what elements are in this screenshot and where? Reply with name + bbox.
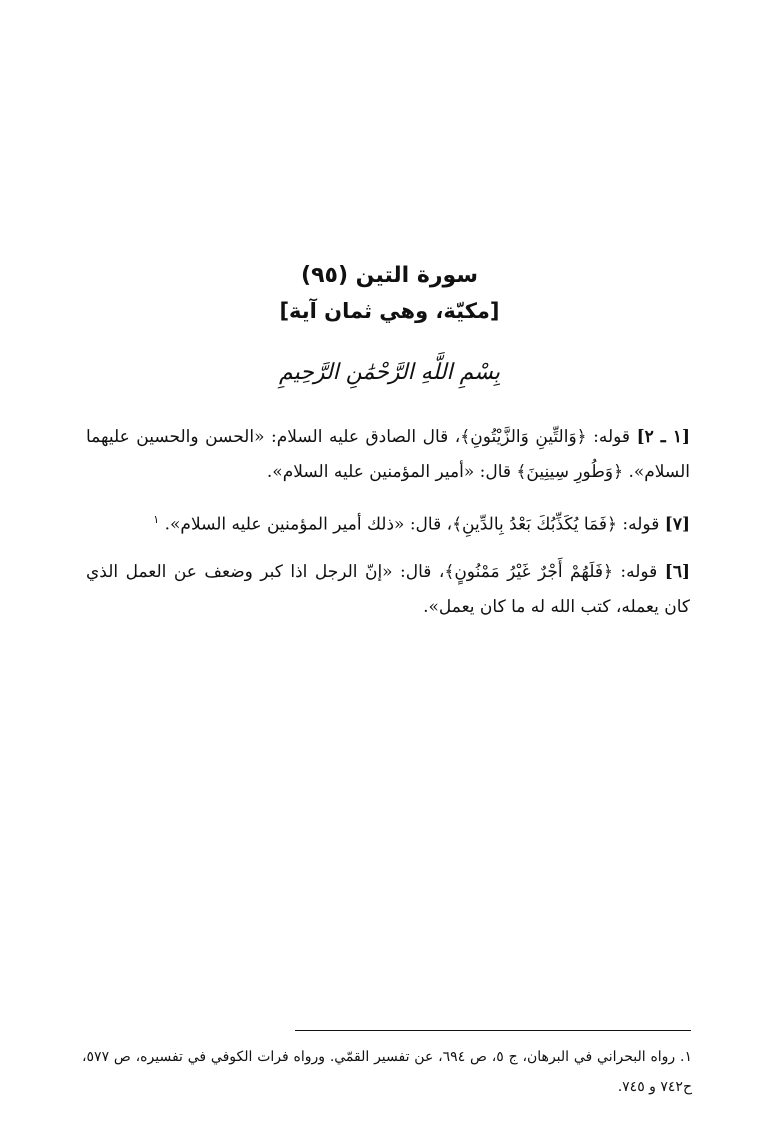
- verse-reference: [١ ـ ٢]: [636, 427, 690, 447]
- paragraph-verses-1-2: [86, 420, 690, 490]
- surah-subtitle: [مكيّة، وهي ثمان آية]: [279, 299, 500, 323]
- basmala: بِسْمِ اللَّهِ الرَّحْمَٰنِ الرَّحِيمِ: [278, 360, 501, 385]
- footnote-divider: [295, 1030, 691, 1031]
- verse-reference: [٧]: [664, 514, 690, 535]
- paragraph-verse-6: [86, 555, 690, 625]
- surah-heading: [0, 258, 779, 328]
- paragraph-text: قوله: ﴿فَمَا يُكَذِّبُكَ بَعْدُ بِالدِّينِ﴾، قال: «ذلك أمير المؤمنين عليه السلام».: [164, 514, 660, 535]
- footnote-marker[interactable]: ١: [153, 513, 160, 526]
- surah-title: سورة التين (٩٥): [301, 263, 478, 288]
- footnote: ١. رواه البحراني في البرهان، ج ٥، ص ٦٩٤، عن تفسير القمّي. ورواه فرات الكوفي في تفسيره، ص ٥٧٧، ح٧٤٢ و ٧٤٥.: [82, 1049, 692, 1095]
- paragraph-text: قوله: ﴿فَلَهُمْ أَجْرٌ غَيْرُ مَمْنُونٍ﴾، قال: «إنّ الرجل اذا كبر وضعف عن العمل الذي كان يعمله، كتب الله له ما كان يعمل».: [86, 561, 690, 617]
- verse-reference: [٦]: [664, 561, 690, 582]
- paragraph-text: قوله: ﴿وَالتِّينِ وَالزَّيْتُونِ﴾، قال الصادق عليه السلام: «الحسن والحسين عليهما السلام». ﴿وَطُورِ سِينِينَ﴾ قال: «أمير المؤمنين عليه السلام».: [86, 427, 690, 482]
- paragraph-verse-7: [86, 502, 690, 543]
- tafsir-body: [86, 420, 690, 625]
